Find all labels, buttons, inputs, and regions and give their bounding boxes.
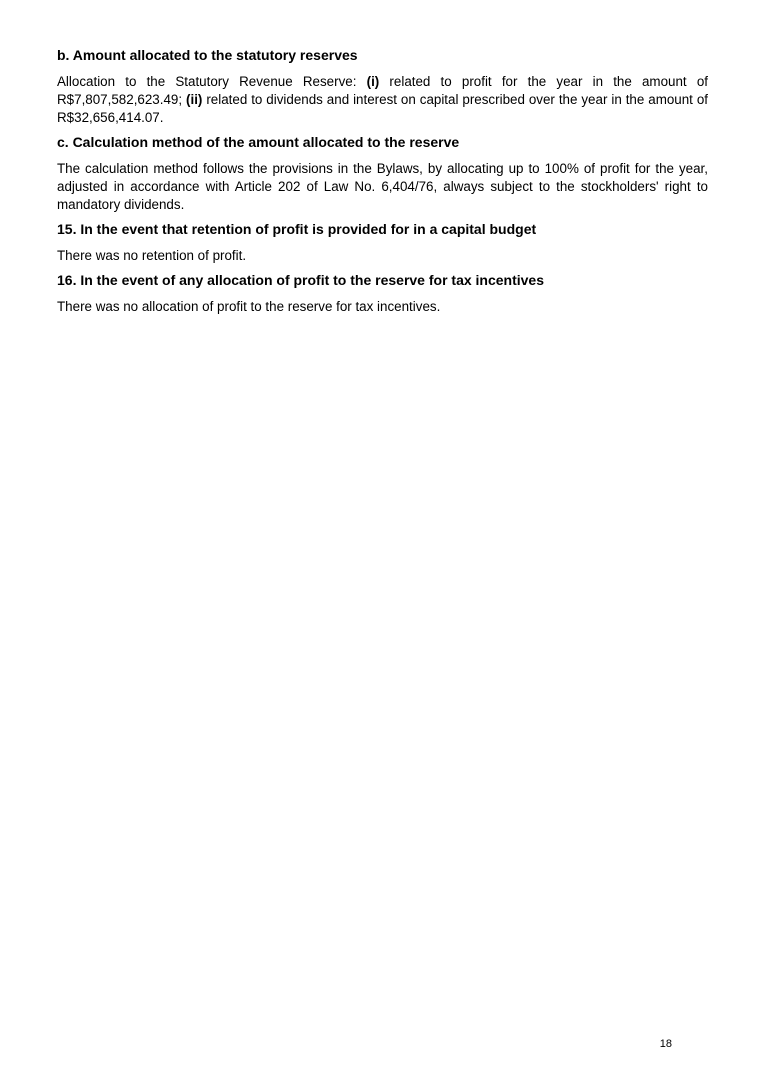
item-i-marker: (i) <box>366 74 380 89</box>
section-15-heading: 15. In the event that retention of profit is provided for in a capital budget <box>57 221 537 237</box>
item-i-text: related to profit for the year in the amount of R$7,807,582,623.49; <box>57 74 708 107</box>
section-c-paragraph: The calculation method follows the provisions in the Bylaws, by allocating up to 100% of profit for the year, adjusted in accordance with Article 202 of Law No. 6,404/76, always subject to the stockholders' right to mandatory dividends. <box>57 161 708 212</box>
item-ii-marker: (ii) <box>186 92 203 107</box>
section-16-heading: 16. In the event of any allocation of profit to the reserve for tax incentives <box>57 272 545 288</box>
section-b-lead-text: Allocation to the Statutory Revenue Reserve: <box>57 74 367 89</box>
section-15-paragraph: There was no retention of profit. <box>57 248 247 263</box>
item-ii-text: related to dividends and interest on capital prescribed over the year in the amount of R$32,656,414.07. <box>57 92 709 125</box>
page-number: 18 <box>659 1038 672 1050</box>
section-b-paragraph <box>57 73 708 127</box>
document-page <box>57 46 708 322</box>
section-16-paragraph: There was no allocation of profit to the reserve for tax incentives. <box>57 299 441 314</box>
section-c-heading: c. Calculation method of the amount allocated to the reserve <box>57 134 460 150</box>
section-b-heading: b. Amount allocated to the statutory reserves <box>57 47 358 63</box>
